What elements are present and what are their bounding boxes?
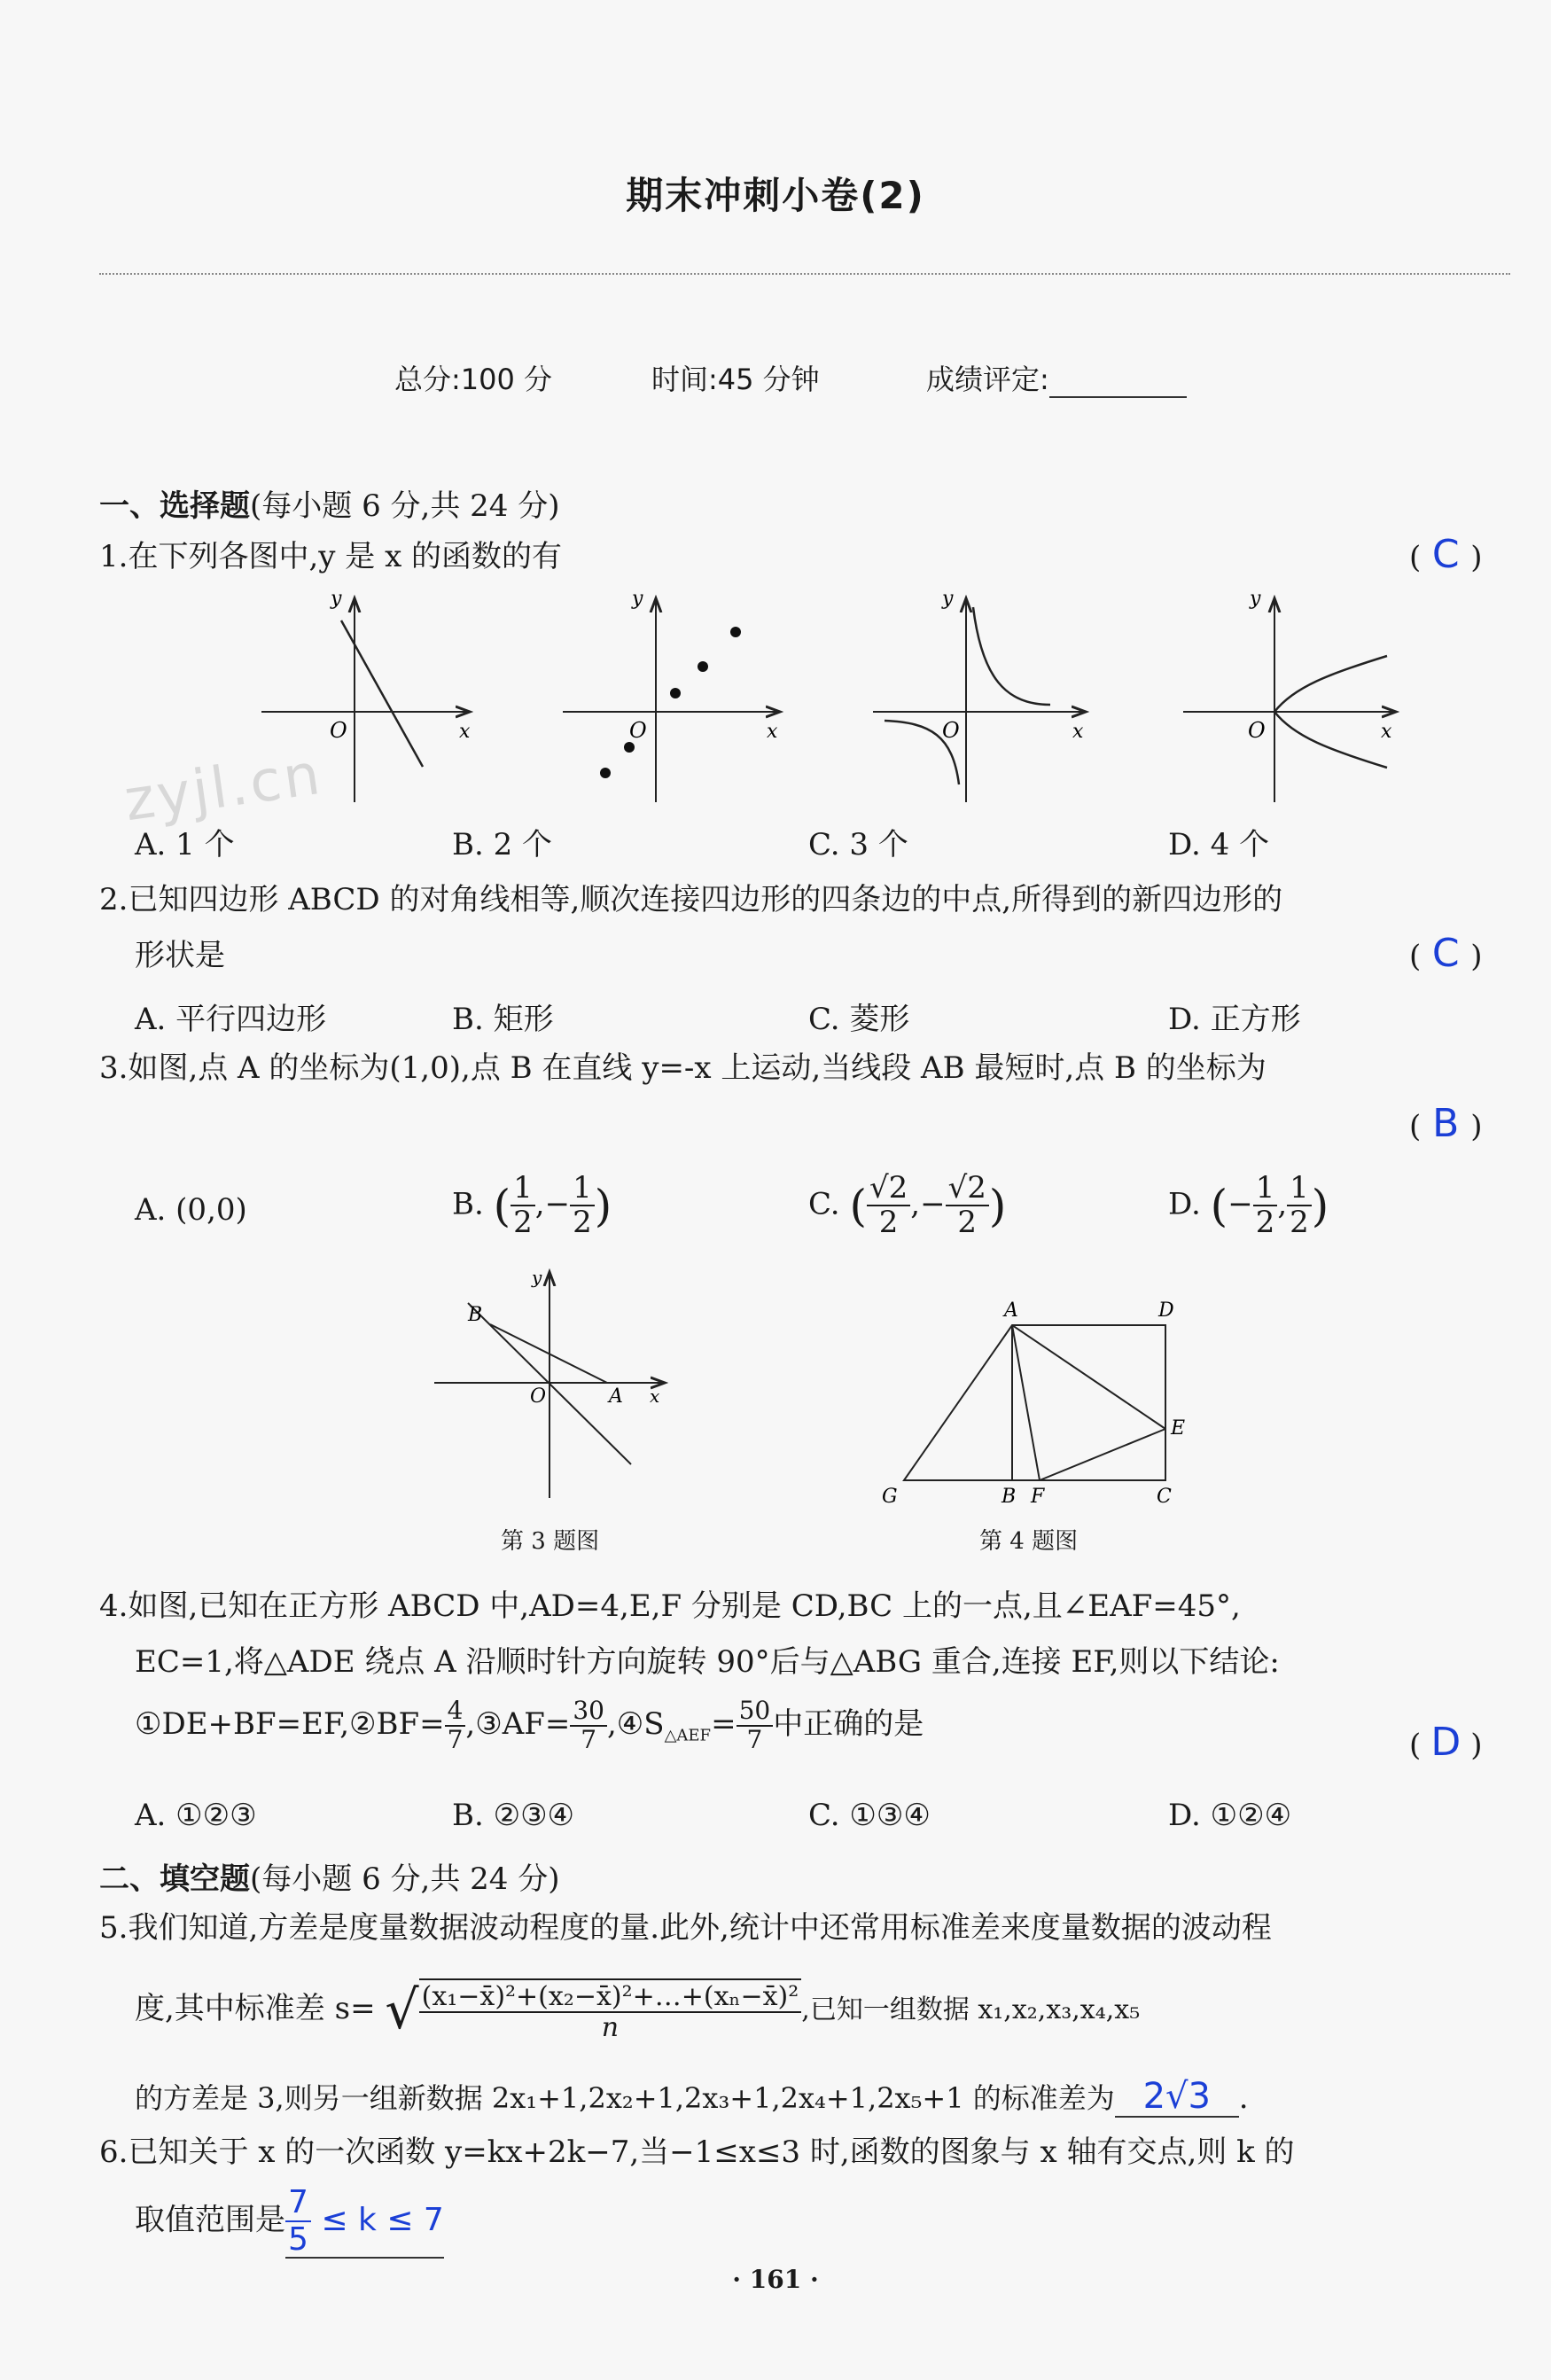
q4-stem-line2: EC=1,将△ADE 绕点 A 沿顺时针方向旋转 90°后与△ABG 重合,连接 EF,则以下结论: (135, 1644, 1280, 1680)
q5-answer-blank[interactable] (1115, 2076, 1239, 2118)
q3-answer-box: ( B ) (1409, 1101, 1483, 1146)
section-fill-note: (每小题 6 分,共 24 分) (250, 1861, 560, 1897)
q4-option-a[interactable]: A. ①②③ (135, 1798, 257, 1833)
q1-graph-d (1183, 588, 1396, 802)
section-choice-note: (每小题 6 分,共 24 分) (250, 488, 560, 524)
q1-graph-b (563, 588, 780, 802)
q5-stem-line3: 的方差是 3,则另一组新数据 2x₁+1,2x₂+1,2x₃+1,2x₄+1,2x₅+1 的标准差为 2√3 . (135, 2076, 1249, 2117)
q6-answer-blank[interactable]: $\frac{7}{5}$ ≤ k ≤ 7 (285, 2185, 444, 2259)
grade-field (926, 357, 1187, 398)
time-limit: 时间:45 分钟 (651, 363, 820, 396)
fig4-label-b: B (1002, 1486, 1017, 1508)
q5-stem-line2: 度,其中标准差 s= √ $\frac{\text{(x₁−x̄)²+(x₂−x̄)²+…+(xₙ−x̄)²}}{n}$ ,已知一组数据 x₁,x₂,x₃,x₄,x₅ (135, 1979, 1141, 2043)
section-choice (99, 481, 559, 525)
q1-option-c[interactable]: C. 3 个 (808, 827, 908, 862)
figure-3 (425, 1268, 682, 1507)
q1-b-x-label: x (767, 721, 778, 743)
q2-option-d[interactable]: D. 正方形 (1168, 1002, 1301, 1037)
total-score: 总分:100 分 (394, 363, 553, 396)
q1-b-origin: O (629, 718, 647, 743)
q4-option-c[interactable]: C. ①③④ (808, 1798, 931, 1833)
q4-stem-line1: 4.如图,已知在正方形 ABCD 中,AD=4,E,F 分别是 CD,BC 上的一点,且∠EAF=45°, (99, 1588, 1241, 1624)
q1-d-x-label: x (1381, 721, 1392, 743)
q1-c-x-label: x (1072, 721, 1084, 743)
q2-stem-line1: 2.已知四边形 ABCD 的对角线相等,顺次连接四边形的四条边的中点,所得到的新四边形的 (99, 882, 1283, 917)
q1-a-y-label: y (331, 588, 342, 610)
fig4-label-e: E (1171, 1417, 1186, 1440)
section-fill-heading: 二、填空题 (99, 1861, 250, 1897)
q3-option-b[interactable]: B. ( $\frac{1}{2}$ ,− $\frac{1}{2}$ ) (452, 1170, 612, 1241)
q1-option-d[interactable]: D. 4 个 (1168, 827, 1270, 862)
figure-3-caption: 第 3 题图 (501, 1528, 600, 1555)
section-fill (99, 1854, 559, 1898)
q2-option-a[interactable]: A. 平行四边形 (135, 1002, 327, 1037)
q1-c-origin: O (942, 718, 960, 743)
q4-option-b[interactable]: B. ②③④ (452, 1798, 575, 1833)
q1-option-a[interactable]: A. 1 个 (135, 827, 235, 862)
q1-d-y-label: y (1250, 588, 1261, 610)
watermark: zyjl.cn (120, 741, 327, 835)
q3-option-a[interactable]: A. (0,0) (135, 1192, 247, 1228)
q1-answer-box: ( C ) (1409, 532, 1483, 577)
q6-answer: ≤ k ≤ 7 (321, 2201, 444, 2238)
q2-option-c[interactable]: C. 菱形 (808, 1002, 910, 1037)
fig4-label-g: G (882, 1486, 898, 1508)
fig3-label-b: B (468, 1304, 483, 1326)
q1-graph-c (873, 588, 1086, 802)
title-divider (99, 273, 1510, 275)
q3-option-c[interactable]: C. ( $\frac{√2}{2}$ ,− $\frac{√2}{2}$ ) (808, 1170, 1007, 1241)
q6-stem-line1: 6.已知关于 x 的一次函数 y=kx+2k−7,当−1≤x≤3 时,函数的图象与 x 轴有交点,则 k 的 (99, 2134, 1295, 2170)
q3-stem: 3.如图,点 A 的坐标为(1,0),点 B 在直线 y=-x 上运动,当线段 AB 最短时,点 B 的坐标为 (99, 1050, 1267, 1086)
grade-label: 成绩评定: (926, 363, 1049, 396)
q1-c-y-label: y (942, 588, 954, 610)
q1-b-y-label: y (632, 588, 643, 610)
fig3-label-a: A (609, 1385, 623, 1408)
fig4-label-f: F (1031, 1486, 1045, 1508)
fig3-label-o: O (530, 1385, 547, 1408)
q5-stem-line1: 5.我们知道,方差是度量数据波动程度的量.此外,统计中还常用标准差来度量数据的波动程 (99, 1910, 1272, 1946)
q2-option-b[interactable]: B. 矩形 (452, 1002, 554, 1037)
fig3-label-y: y (532, 1268, 542, 1288)
q3-answer: B (1432, 1101, 1460, 1146)
fig3-label-x: x (650, 1385, 660, 1407)
q5-answer: 2√3 (1142, 2076, 1211, 2117)
q2-answer-box: ( C ) (1409, 931, 1483, 976)
q4-answer: D (1430, 1720, 1461, 1765)
figure-4-caption: 第 4 题图 (979, 1528, 1079, 1555)
fig4-label-d: D (1158, 1299, 1174, 1322)
q4-option-d[interactable]: D. ①②④ (1168, 1798, 1292, 1833)
fig4-label-a: A (1004, 1299, 1018, 1322)
q4-stem-line3: ①DE+BF=EF,②BF= $\frac{4}{7}$ ,③AF= $\frac{30}{7}$ $,④S_{\triangle AEF}=$ $\frac{50}{7}$ 中正确的是 (135, 1696, 924, 1754)
q1-graph-a (261, 588, 471, 802)
figure-4 (873, 1290, 1201, 1511)
q1-graphs (239, 585, 1418, 807)
q3-option-d[interactable]: D. (− $\frac{1}{2}$ , $\frac{1}{2}$ ) (1168, 1170, 1329, 1241)
q1-a-origin: O (330, 718, 347, 743)
q2-stem-line2: 形状是 (135, 938, 225, 973)
grade-blank[interactable] (1049, 370, 1187, 398)
section-choice-heading: 一、选择题 (99, 488, 250, 524)
fig4-label-c: C (1157, 1486, 1172, 1508)
q1-a-x-label: x (459, 721, 471, 743)
q1-option-b[interactable]: B. 2 个 (452, 827, 553, 862)
q4-answer-box: ( D ) (1409, 1720, 1483, 1765)
q2-answer: C (1431, 931, 1460, 976)
q1-answer: C (1431, 532, 1460, 577)
q1-stem: 1.在下列各图中,y 是 x 的函数的有 (99, 539, 563, 574)
q6-stem-line2: 取值范围是 $\frac{7}{5}$ ≤ k ≤ 7 (135, 2184, 444, 2258)
page-number: · 161 · (732, 2265, 819, 2294)
q1-d-origin: O (1248, 718, 1266, 743)
page-title: 期末冲刺小卷(2) (626, 174, 925, 217)
